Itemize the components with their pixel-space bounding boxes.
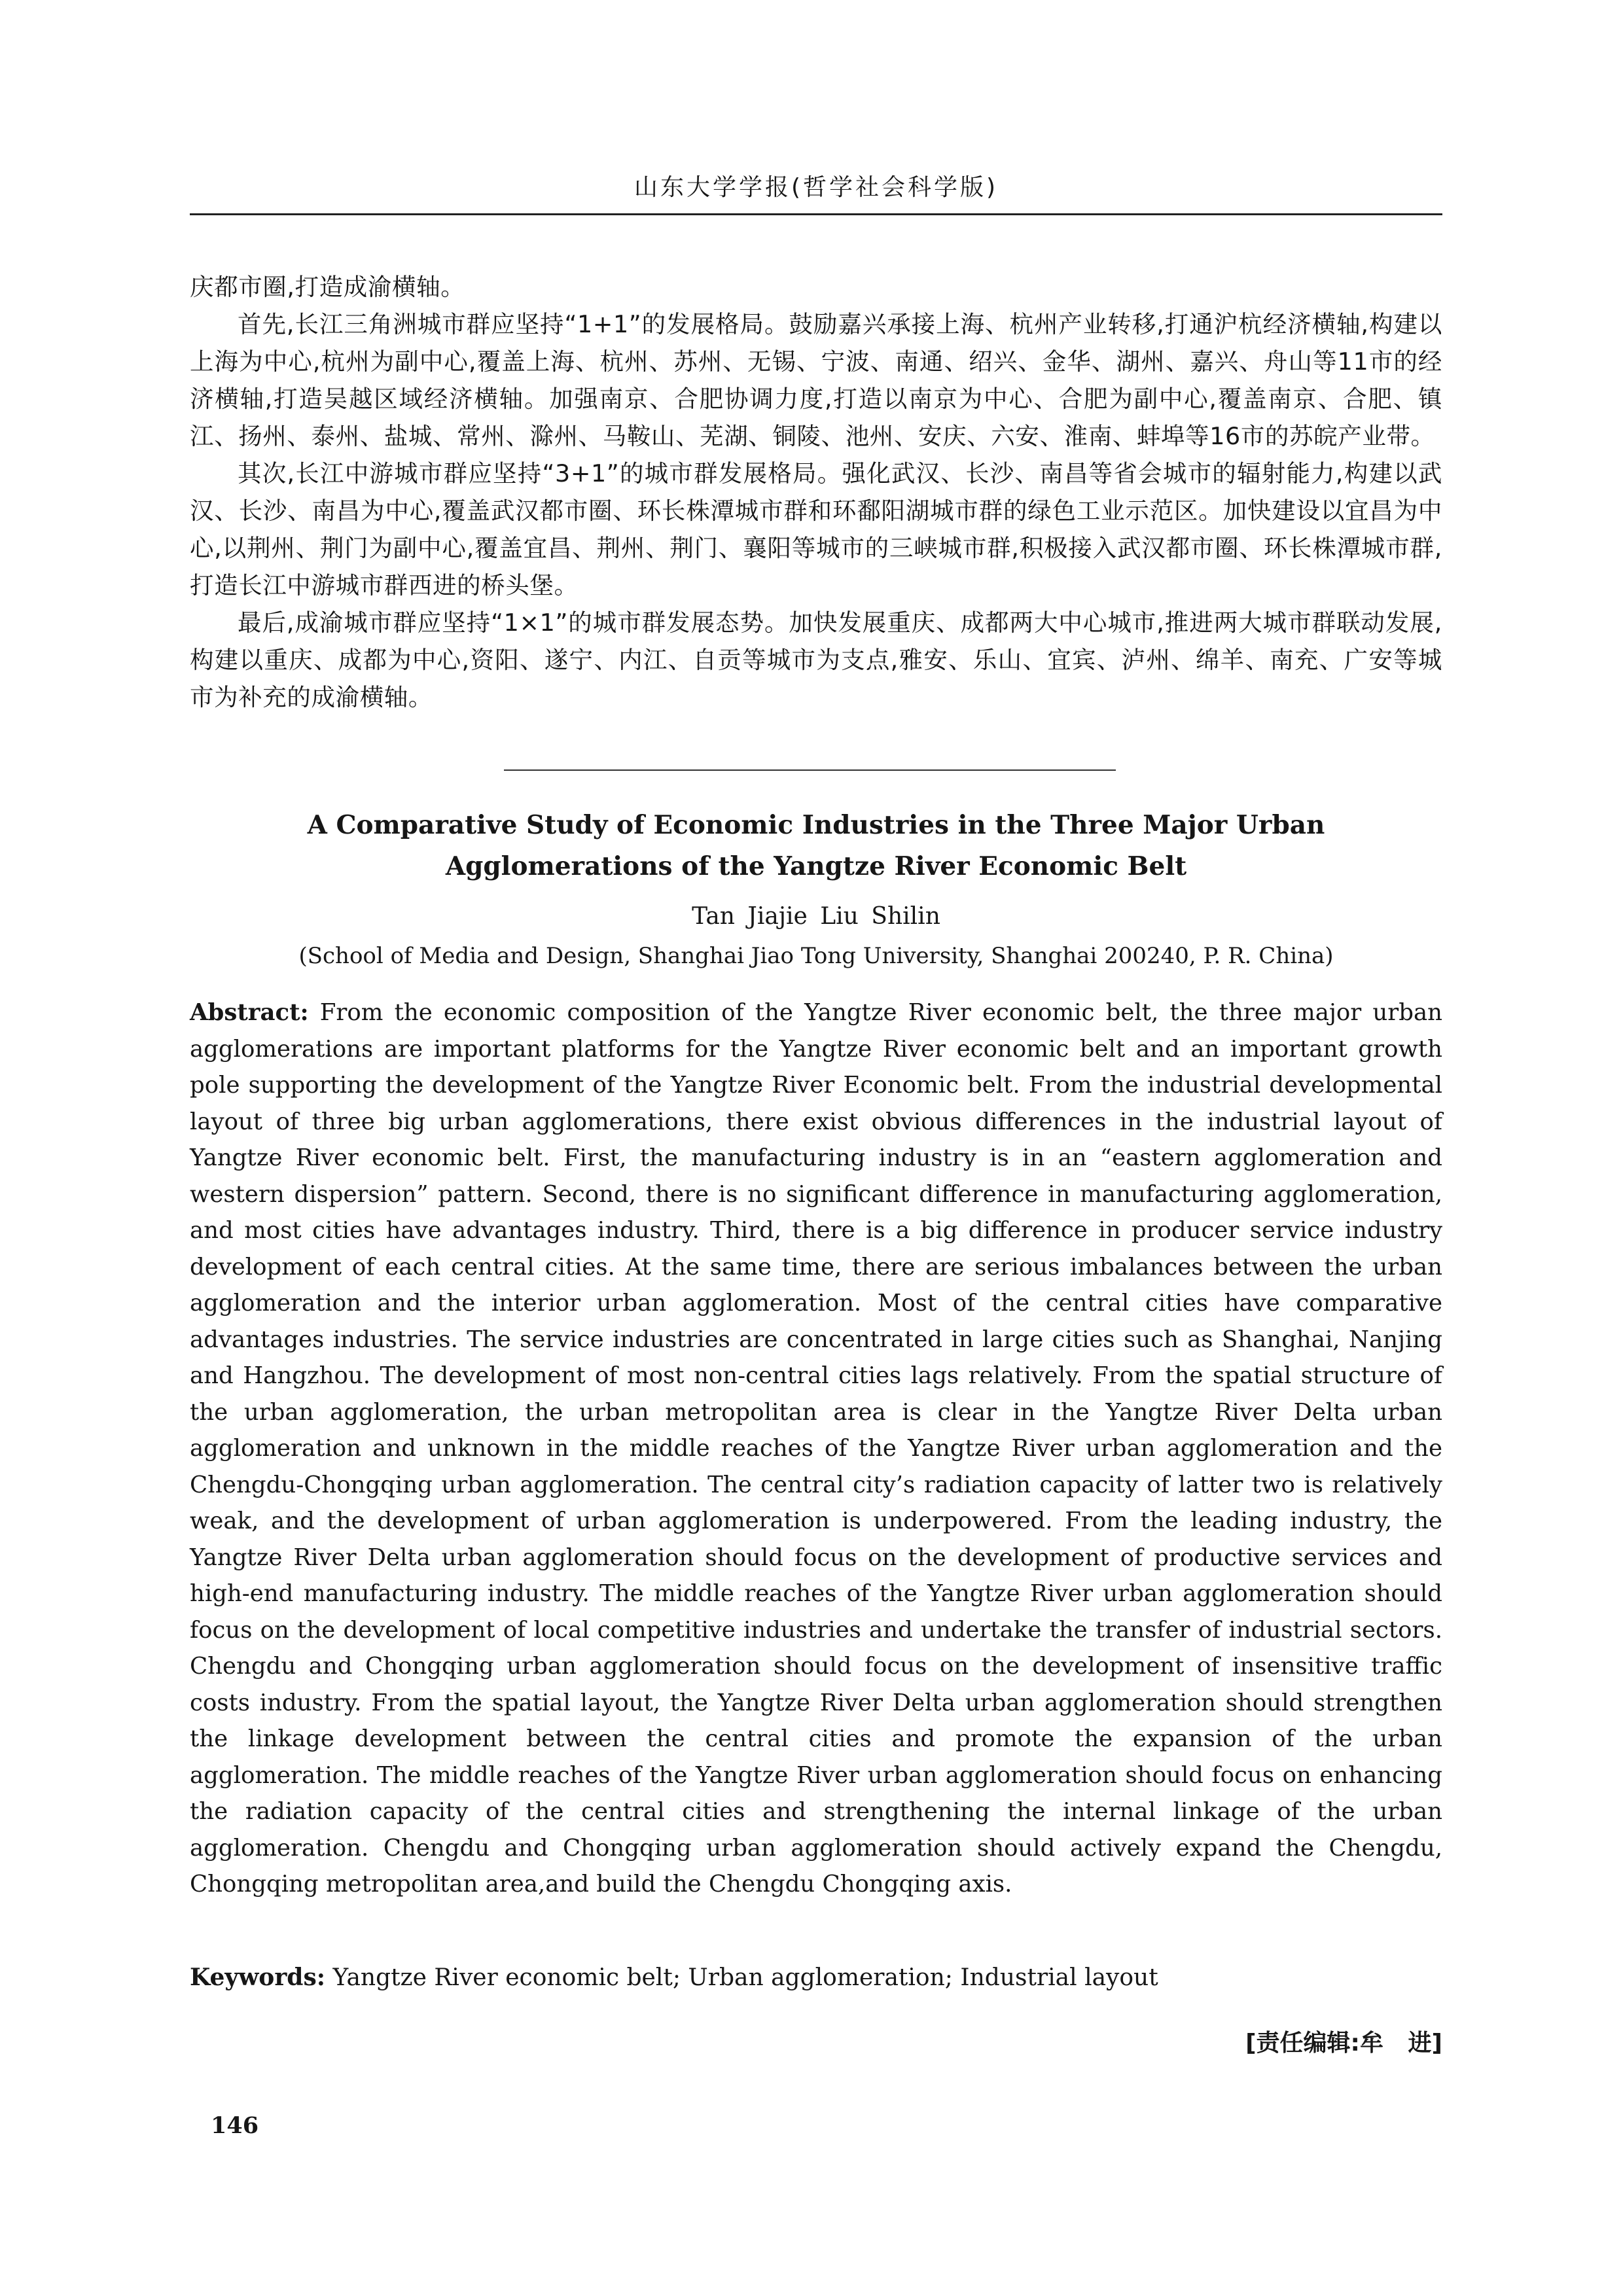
english-title-line: Agglomerations of the Yangtze River Economic Belt xyxy=(445,851,1187,881)
abstract-text: From the economic composition of the Yangtze River economic belt, the three major urban agglomerations are important platforms for the Yangtze River economic belt and an important growth pole supporting the development of the Yangtze River Economic belt. From the industrial developmental layout of three big urban agglomerations, there exist obvious differences in the industrial layout of Yangtze River economic belt. First, the manufacturing industry is in an “eastern agglomeration and western dispersion” pattern. Second, there is no significant difference in manufacturing agglomeration, and most cities have advantages industry. Third, there is a big difference in producer service industry development of each central cities. At the same time, there are serious imbalances between the urban agglomeration and the interior urban agglomeration. Most of the central cities have comparative advantages industries. The service industries are concentrated in large cities such as Shanghai, Nanjing and Hangzhou. The development of most non-central cities lags relatively. From the spatial structure of the urban agglomeration, the urban metropolitan area is clear in the Yangtze River Delta urban agglomeration and unknown in the middle reaches of the Yangtze River urban agglomeration and the Chengdu-Chongqing urban agglomeration. The central city’s radiation capacity of latter two is relatively weak, and the development of urban agglomeration is underpowered. From the leading industry, the Yangtze River Delta urban agglomeration should focus on the development of productive services and high-end manufacturing industry. The middle reaches of the Yangtze River urban agglomeration should focus on the development of local competitive industries and undertake the transfer of industrial sectors. Chengdu and Chongqing urban agglomeration should focus on the development of insensitive traffic costs industry. From the spatial layout, the Yangtze River Delta urban agglomeration should strengthen the linkage development between the central cities and promote the expansion of the urban agglomeration. The middle reaches of the Yangtze River urban agglomeration should focus on enhancing the radiation capacity of the central cities and strengthening the internal linkage of the urban agglomeration. Chengdu and Chongqing urban agglomeration should actively expand the Chengdu, Chongqing metropolitan area,and build the Chengdu Chongqing axis. xyxy=(190,999,1442,1898)
english-title xyxy=(190,805,1442,887)
body-paragraph: 其次,长江中游城市群应坚持“3+1”的城市群发展格局。强化武汉、长沙、南昌等省会城市的辐射能力,构建以武汉、长沙、南昌为中心,覆盖武汉都市圈、环长株潭城市群和环鄱阳湖城市群的绿色工业示范区。加快建设以宜昌为中心,以荆州、荆门为副中心,覆盖宜昌、荆州、荆门、襄阳等城市的三峡城市群,积极接入武汉都市圈、环长株潭城市群,打造长江中游城市群西进的桥头堡。 xyxy=(190,459,1442,599)
editor-note: [责任编辑:牟 进] xyxy=(1245,2030,1442,2057)
header-rule xyxy=(190,213,1442,215)
abstract-label: Abstract: xyxy=(190,999,309,1026)
body-paragraph: 最后,成渝城市群应坚持“1×1”的城市群发展态势。加快发展重庆、成都两大中心城市,推进两大城市群联动发展,构建以重庆、成都为中心,资阳、遂宁、内江、自贡等城市为支点,雅安、乐山、宜宾、泸州、绵羊、南充、广安等城市为补充的成渝横轴。 xyxy=(190,609,1442,711)
english-title-line: A Comparative Study of Economic Industries in the Three Major Urban xyxy=(307,810,1325,840)
running-header: 山东大学学报(哲学社会科学版) xyxy=(633,174,999,201)
body-paragraph: 庆都市圈,打造成渝横轴。 xyxy=(190,273,465,301)
keywords xyxy=(190,1960,1442,1996)
authors: Tan Jiajie Liu Shilin xyxy=(692,903,940,930)
chinese-body-text xyxy=(190,268,1442,716)
body-paragraph: 首先,长江三角洲城市群应坚持“1+1”的发展格局。鼓励嘉兴承接上海、杭州产业转移,打通沪杭经济横轴,构建以上海为中心,杭州为副中心,覆盖上海、杭州、苏州、无锡、宁波、南通、绍兴、金华、湖州、嘉兴、舟山等11市的经济横轴,打造吴越区域经济横轴。加强南京、合肥协调力度,打造以南京为中心、合肥为副中心,覆盖南京、合肥、镇江、扬州、泰州、盐城、常州、滁州、马鞍山、芜湖、铜陵、池州、安庆、六安、淮南、蚌埠等16市的苏皖产业带。 xyxy=(190,310,1442,450)
page-number: 146 xyxy=(211,2112,259,2139)
keywords-text: Yangtze River economic belt; Urban agglomeration; Industrial layout xyxy=(325,1964,1158,1991)
abstract xyxy=(190,995,1442,1903)
section-separator xyxy=(504,769,1116,771)
affiliation: (School of Media and Design, Shanghai Jiao Tong University, Shanghai 200240, P. R. China) xyxy=(298,943,1334,969)
keywords-label: Keywords: xyxy=(190,1964,326,1991)
